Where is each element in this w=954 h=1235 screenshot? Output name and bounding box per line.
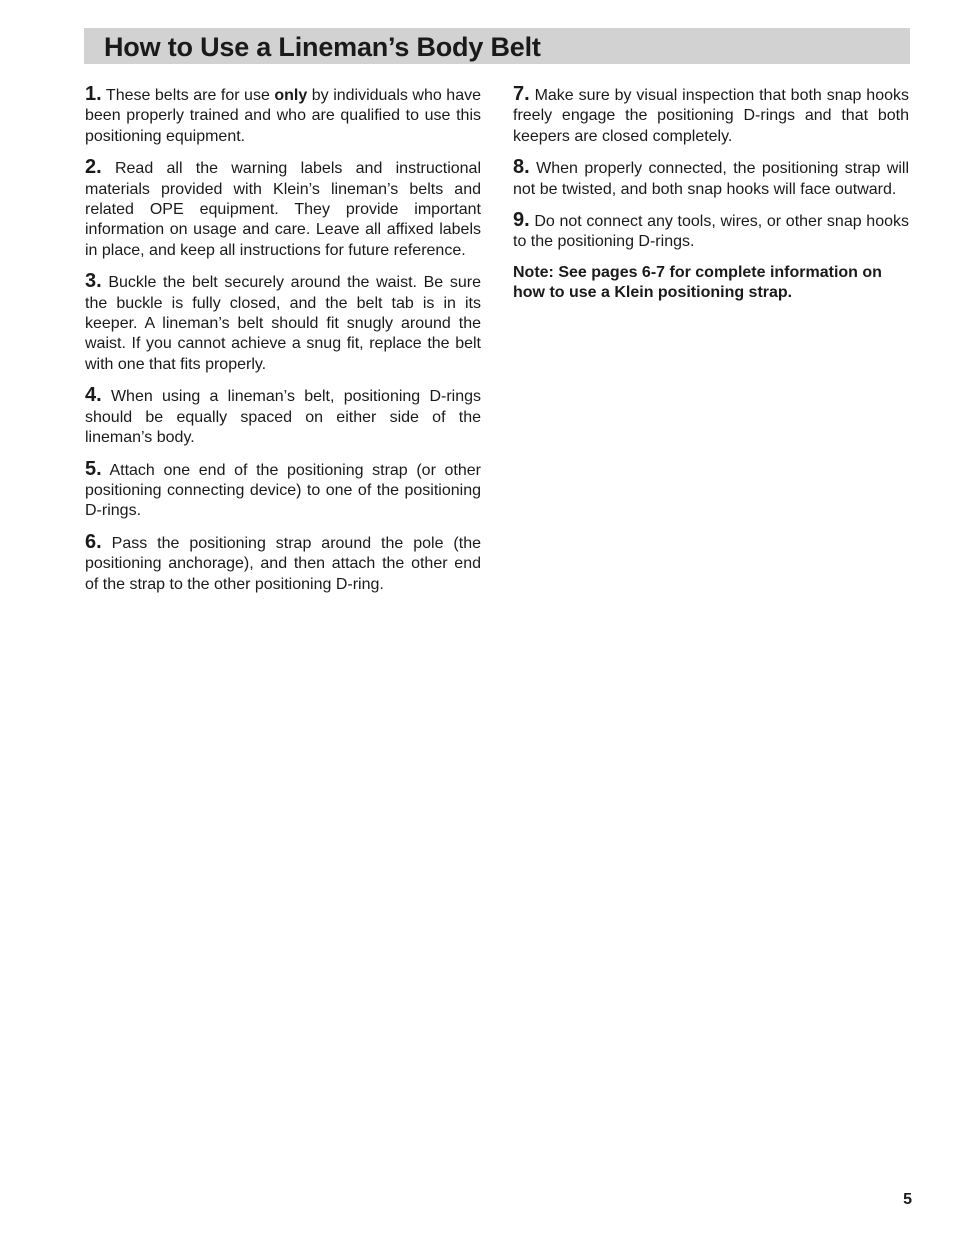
item-number: 5. [85,457,102,480]
item-text: Do not connect any tools, wires, or other snap hooks to the positioning D-rings. [513,213,909,251]
instruction-item-4 [85,385,481,448]
instruction-item-9 [513,210,909,253]
right-column [513,84,909,304]
instruction-item-1 [85,84,481,147]
instruction-item-8 [513,157,909,200]
page-title: How to Use a Lineman’s Body Belt [104,32,541,62]
left-column [85,84,481,605]
item-number: 8. [513,156,530,179]
item-text-after: by individuals who have been properly trained and who are qualified to use this positioning equipment. [85,87,481,145]
item-number: 2. [85,156,102,179]
item-number: 6. [85,530,102,553]
item-text: When properly connected, the positioning strap will not be twisted, and both snap hooks will face outward. [513,160,909,198]
item-text: When using a lineman’s belt, positioning D-rings should be equally spaced on either side of the lineman’s body. [85,388,482,447]
instruction-item-7 [513,84,909,147]
instruction-item-6 [85,532,481,595]
page-number: 5 [903,1191,912,1208]
title-bar [84,28,910,64]
instruction-item-2 [85,157,481,261]
item-text-before: These belts are for use [105,87,275,104]
instruction-item-5 [85,459,481,522]
item-number: 4. [85,384,102,407]
item-text: Buckle the belt securely around the waist. Be sure the buckle is fully closed, and the belt tab is in its keeper. A lineman’s belt should fit snugly around the waist. If you cannot achieve a snug fit, replace the belt with one that fits properly. [85,274,481,373]
item-number: 9. [513,209,530,232]
item-text-emphasis: only [274,87,308,104]
item-number: 3. [85,270,102,293]
item-text: Make sure by visual inspection that both snap hooks freely engage the positioning D-rings and that both keepers are closed completely. [513,87,909,145]
instruction-item-3 [85,271,481,375]
note-text: Note: See pages 6-7 for complete information on how to use a Klein positioning strap. [513,263,882,302]
item-text: Pass the positioning strap around the pole (the positioning anchorage), and then attach the other end of the strap to the other positioning D-ring. [85,534,481,593]
item-number: 1. [85,83,102,105]
item-text: Attach one end of the positioning strap (or other positioning connecting device) to one of the positioning D-rings. [85,461,482,520]
item-text: Read all the warning labels and instructional materials provided with Klein’s lineman’s belts and related OPE equipment. They provide important information on usage and care. Leave all affixed labels in place, and keep all instructions for future reference. [85,160,482,259]
item-number: 7. [513,83,530,105]
